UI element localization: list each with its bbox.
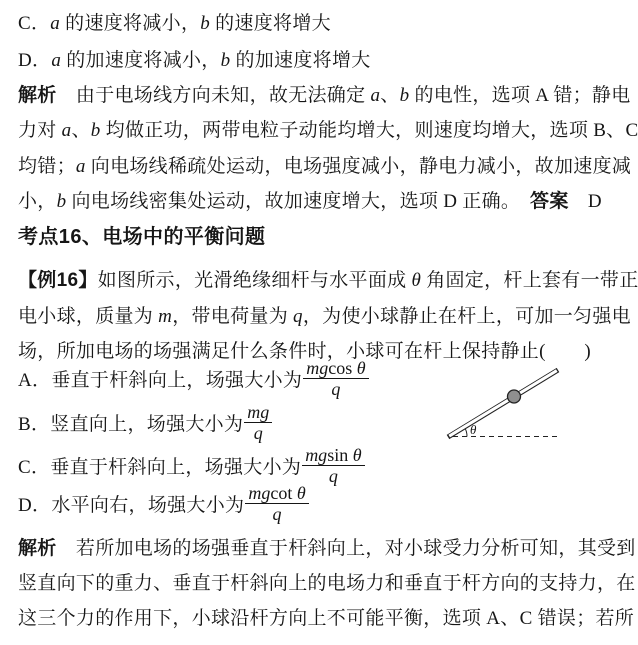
- analysis1-line-3: 均错；a 向电场线稀疏处运动，电场强度减小，静电力减小，故加速度减: [18, 156, 632, 177]
- fraction-denominator: q: [253, 422, 263, 443]
- option-d-line: D．a 的加速度将减小，b 的加速度将增大: [18, 50, 371, 71]
- fraction-numerator: mg: [244, 402, 272, 423]
- charged-ball: [508, 390, 521, 403]
- option-c-line: C．a 的速度将减小，b 的速度将增大: [18, 13, 331, 34]
- example-line-1: 【例16】如图所示，光滑绝缘细杆与水平面成 θ 角固定，杆上套有一带正: [18, 270, 638, 291]
- incline-figure: [437, 357, 617, 447]
- option-d2-line: [18, 482, 309, 524]
- fraction-denominator: q: [328, 465, 338, 486]
- option-d2-fraction: [245, 483, 308, 524]
- option-c2-fraction: [302, 445, 364, 486]
- fraction-denominator: q: [272, 503, 282, 524]
- option-b-text: B．竖直向上，场强大小为: [18, 413, 244, 435]
- example-line-2: 电小球，质量为 m，带电荷量为 q，为使小球静止在杆上，可加一匀强电: [18, 306, 631, 327]
- rod-fill: [449, 371, 557, 437]
- fraction-denominator: q: [331, 378, 341, 399]
- fraction-numerator: mgcos θ: [303, 358, 368, 379]
- theta-label: θ: [470, 422, 477, 437]
- incline-figure-svg: [437, 357, 617, 447]
- option-d2-text: D．水平向右，场强大小为: [18, 494, 245, 516]
- fraction-numerator: mgcot θ: [245, 483, 308, 504]
- option-a-text: A．垂直于杆斜向上，场强大小为: [18, 369, 303, 391]
- analysis1-line-4: 小，b 向电场线密集处运动，故加速度增大，选项 D 正确。 答案 D: [18, 191, 602, 212]
- section-heading: 考点16、电场中的平衡问题: [18, 226, 266, 248]
- analysis2-line-1: 解析 若所加电场的场强垂直于杆斜向上，对小球受力分析可知，其受到: [18, 538, 636, 559]
- option-b-line: [18, 401, 272, 443]
- fraction-numerator: mgsin θ: [302, 445, 364, 466]
- example-line-3: 场，所加电场的场强满足什么条件时，小球可在杆上保持静止( ): [18, 341, 591, 362]
- option-a-line: [18, 357, 369, 399]
- option-c2-line: [18, 444, 365, 486]
- analysis2-line-3: 这三个力的作用下，小球沿杆方向上不可能平衡，选项 A、C 错误；若所: [18, 608, 635, 629]
- analysis1-line-1: 解析 由于电场线方向未知，故无法确定 a、b 的电性，选项 A 错；静电: [18, 85, 631, 106]
- analysis1-line-2: 力对 a、b 均做正功，两带电粒子动能均增大，则速度均增大，选项 B、C: [18, 120, 638, 141]
- option-b-fraction: [244, 402, 272, 443]
- option-c2-text: C．垂直于杆斜向上，场强大小为: [18, 456, 302, 478]
- option-a-fraction: [303, 358, 368, 399]
- analysis2-line-2: 竖直向下的重力、垂直于杆斜向上的电场力和垂直于杆方向的支持力，在: [18, 573, 636, 594]
